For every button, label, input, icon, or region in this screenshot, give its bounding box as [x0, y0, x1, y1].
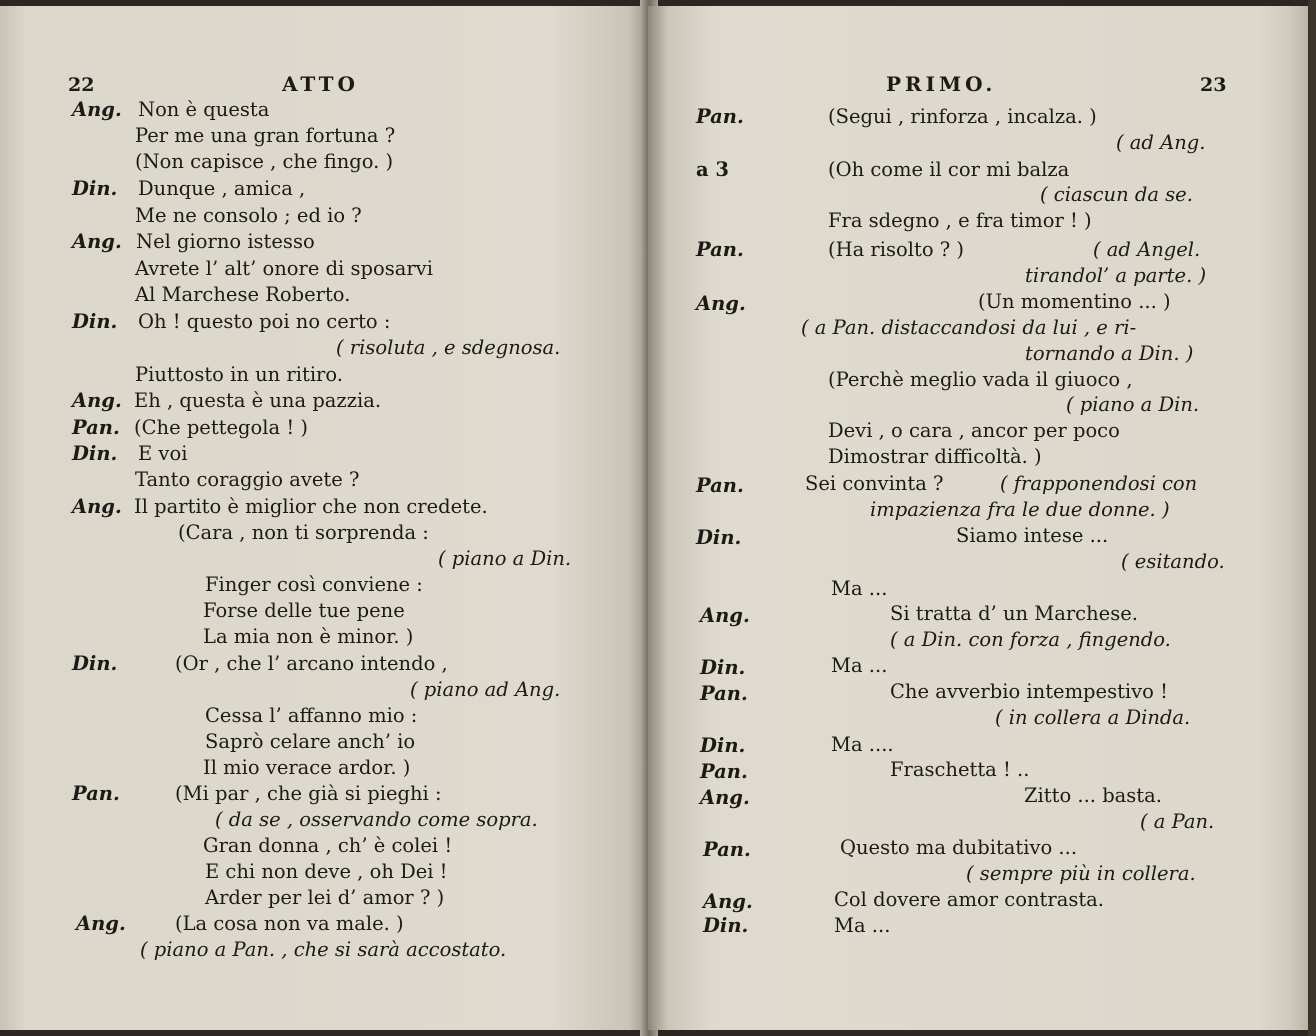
- speaker: Ang.: [700, 604, 750, 627]
- speaker: Din.: [700, 734, 746, 757]
- stage-direction: ( a Din. con forza , fingendo.: [890, 628, 1171, 651]
- speaker: Ang.: [72, 98, 122, 121]
- verse-line: (La cosa non va male. ): [175, 912, 404, 935]
- verse-line: Fraschetta ! ..: [890, 758, 1030, 781]
- stage-direction: ( ciascun da se.: [1040, 183, 1193, 206]
- verse-line: Forse delle tue pene: [203, 599, 405, 622]
- stage-direction: ( sempre più in collera.: [966, 862, 1196, 885]
- verse-line: Sei convinta ?: [805, 472, 944, 495]
- verse-line: Oh ! questo poi no certo :: [138, 310, 391, 333]
- verse-line: Eh , questa è una pazzia.: [134, 389, 382, 412]
- verse-line: Nel giorno istesso: [136, 230, 315, 253]
- verse-line: (Non capisce , che fingo. ): [135, 150, 394, 173]
- verse-line: Avrete l’ alt’ onore di sposarvi: [135, 257, 433, 280]
- verse-line: Zitto ... basta.: [1024, 784, 1162, 807]
- verse-line: Al Marchese Roberto.: [135, 283, 351, 306]
- verse-line: Il mio verace ardor. ): [203, 756, 411, 779]
- stage-direction: ( in collera a Dinda.: [995, 706, 1191, 729]
- verse-line: Fra sdegno , e fra timor ! ): [828, 209, 1092, 232]
- verse-line: Ma ...: [834, 914, 891, 937]
- running-header-right: PRIMO.: [886, 72, 997, 96]
- verse-line: (Oh come il cor mi balza: [828, 158, 1070, 181]
- verse-line: E chi non deve , oh Dei !: [205, 860, 448, 883]
- stage-direction: ( da se , osservando come sopra.: [215, 808, 538, 831]
- stage-direction: ( piano a Din.: [1066, 393, 1200, 416]
- verse-line: Me ne consolo ; ed io ?: [135, 204, 362, 227]
- verse-line: Ma ...: [831, 654, 888, 677]
- page-number-right: 23: [1200, 74, 1227, 96]
- speaker: Pan.: [72, 416, 120, 439]
- speaker: Ang.: [72, 230, 122, 253]
- speaker: Ang.: [72, 389, 122, 412]
- verse-line: Finger così conviene :: [205, 573, 423, 596]
- speaker: Pan.: [703, 838, 751, 861]
- verse-line: Cessa l’ affanno mio :: [205, 704, 418, 727]
- stage-direction: ( risoluta , e sdegnosa.: [336, 336, 561, 359]
- verse-line: Il partito è miglior che non credete.: [134, 495, 488, 518]
- speaker: Pan.: [700, 682, 748, 705]
- stage-direction: ( frapponendosi con: [1000, 472, 1198, 495]
- stage-direction: tornando a Din. ): [1025, 342, 1194, 365]
- verse-line: (Segui , rinforza , incalza. ): [828, 105, 1097, 128]
- verse-line: Ma ...: [831, 577, 888, 600]
- verse-line: Questo ma dubitativo ...: [840, 836, 1078, 859]
- stage-direction: ( piano ad Ang.: [410, 678, 561, 701]
- stage-direction: ( piano a Pan. , che si sarà accostato.: [140, 938, 507, 961]
- speaker: Din.: [72, 442, 118, 465]
- speaker: Ang.: [76, 912, 126, 935]
- stage-direction: ( a Pan. distaccandosi da lui , e ri-: [801, 316, 1137, 339]
- page-number-left: 22: [68, 74, 95, 96]
- verse-line: Gran donna , ch’ è colei !: [203, 834, 453, 857]
- stage-direction: impazienza fra le due donne. ): [870, 498, 1170, 521]
- speaker: Din.: [72, 652, 118, 675]
- left-page: [0, 6, 648, 1030]
- verse-line: (Ha risolto ? ): [828, 238, 965, 261]
- verse-line: Che avverbio intempestivo !: [890, 680, 1168, 703]
- speaker: Din.: [72, 310, 118, 333]
- verse-line: Si tratta d’ un Marchese.: [890, 602, 1138, 625]
- speaker: Pan.: [700, 760, 748, 783]
- speaker: Pan.: [696, 238, 744, 261]
- verse-line: Col dovere amor contrasta.: [834, 888, 1104, 911]
- verse-line: (Mi par , che già si pieghi :: [175, 782, 442, 805]
- speaker: Ang.: [703, 890, 753, 913]
- verse-line: Per me una gran fortuna ?: [135, 124, 396, 147]
- verse-line: La mia non è minor. ): [203, 625, 414, 648]
- verse-line: Siamo intese ...: [956, 524, 1109, 547]
- speaker: Din.: [703, 914, 749, 937]
- verse-line: Saprò celare anch’ io: [205, 730, 416, 753]
- speaker: Pan.: [696, 105, 744, 128]
- verse-line: Arder per lei d’ amor ? ): [205, 886, 445, 909]
- stage-direction: ( ad Ang.: [1116, 131, 1206, 154]
- speaker: Din.: [72, 177, 118, 200]
- speaker: Ang.: [72, 495, 122, 518]
- stage-direction: ( esitando.: [1121, 550, 1225, 573]
- verse-line: Tanto coraggio avete ?: [135, 468, 360, 491]
- verse-line: Devi , o cara , ancor per poco: [828, 419, 1120, 442]
- verse-line: Dunque , amica ,: [138, 177, 306, 200]
- verse-line: (Perchè meglio vada il giuoco ,: [828, 368, 1133, 391]
- speaker: a 3: [696, 158, 729, 181]
- stage-direction: ( ad Angel.: [1093, 238, 1201, 261]
- verse-line: Ma ....: [831, 733, 894, 756]
- verse-line: (Cara , non ti sorprenda :: [178, 521, 429, 544]
- speaker: Pan.: [696, 474, 744, 497]
- speaker: Din.: [700, 656, 746, 679]
- stage-direction: ( piano a Din.: [438, 547, 572, 570]
- right-page: [648, 6, 1310, 1030]
- verse-line: (Un momentino ... ): [978, 290, 1171, 313]
- running-header-left: ATTO: [282, 72, 359, 96]
- verse-line: (Or , che l’ arcano intendo ,: [175, 652, 448, 675]
- verse-line: Dimostrar difficoltà. ): [828, 445, 1042, 468]
- stage-direction: tirandol’ a parte. ): [1025, 264, 1207, 287]
- speaker: Ang.: [696, 292, 746, 315]
- verse-line: Non è questa: [138, 98, 270, 121]
- book-edge: [1308, 0, 1316, 1036]
- verse-line: (Che pettegola ! ): [134, 416, 308, 439]
- verse-line: Piuttosto in un ritiro.: [135, 363, 343, 386]
- speaker: Din.: [696, 526, 742, 549]
- verse-line: E voi: [138, 442, 188, 465]
- stage-direction: ( a Pan.: [1140, 810, 1215, 833]
- speaker: Ang.: [700, 786, 750, 809]
- speaker: Pan.: [72, 782, 120, 805]
